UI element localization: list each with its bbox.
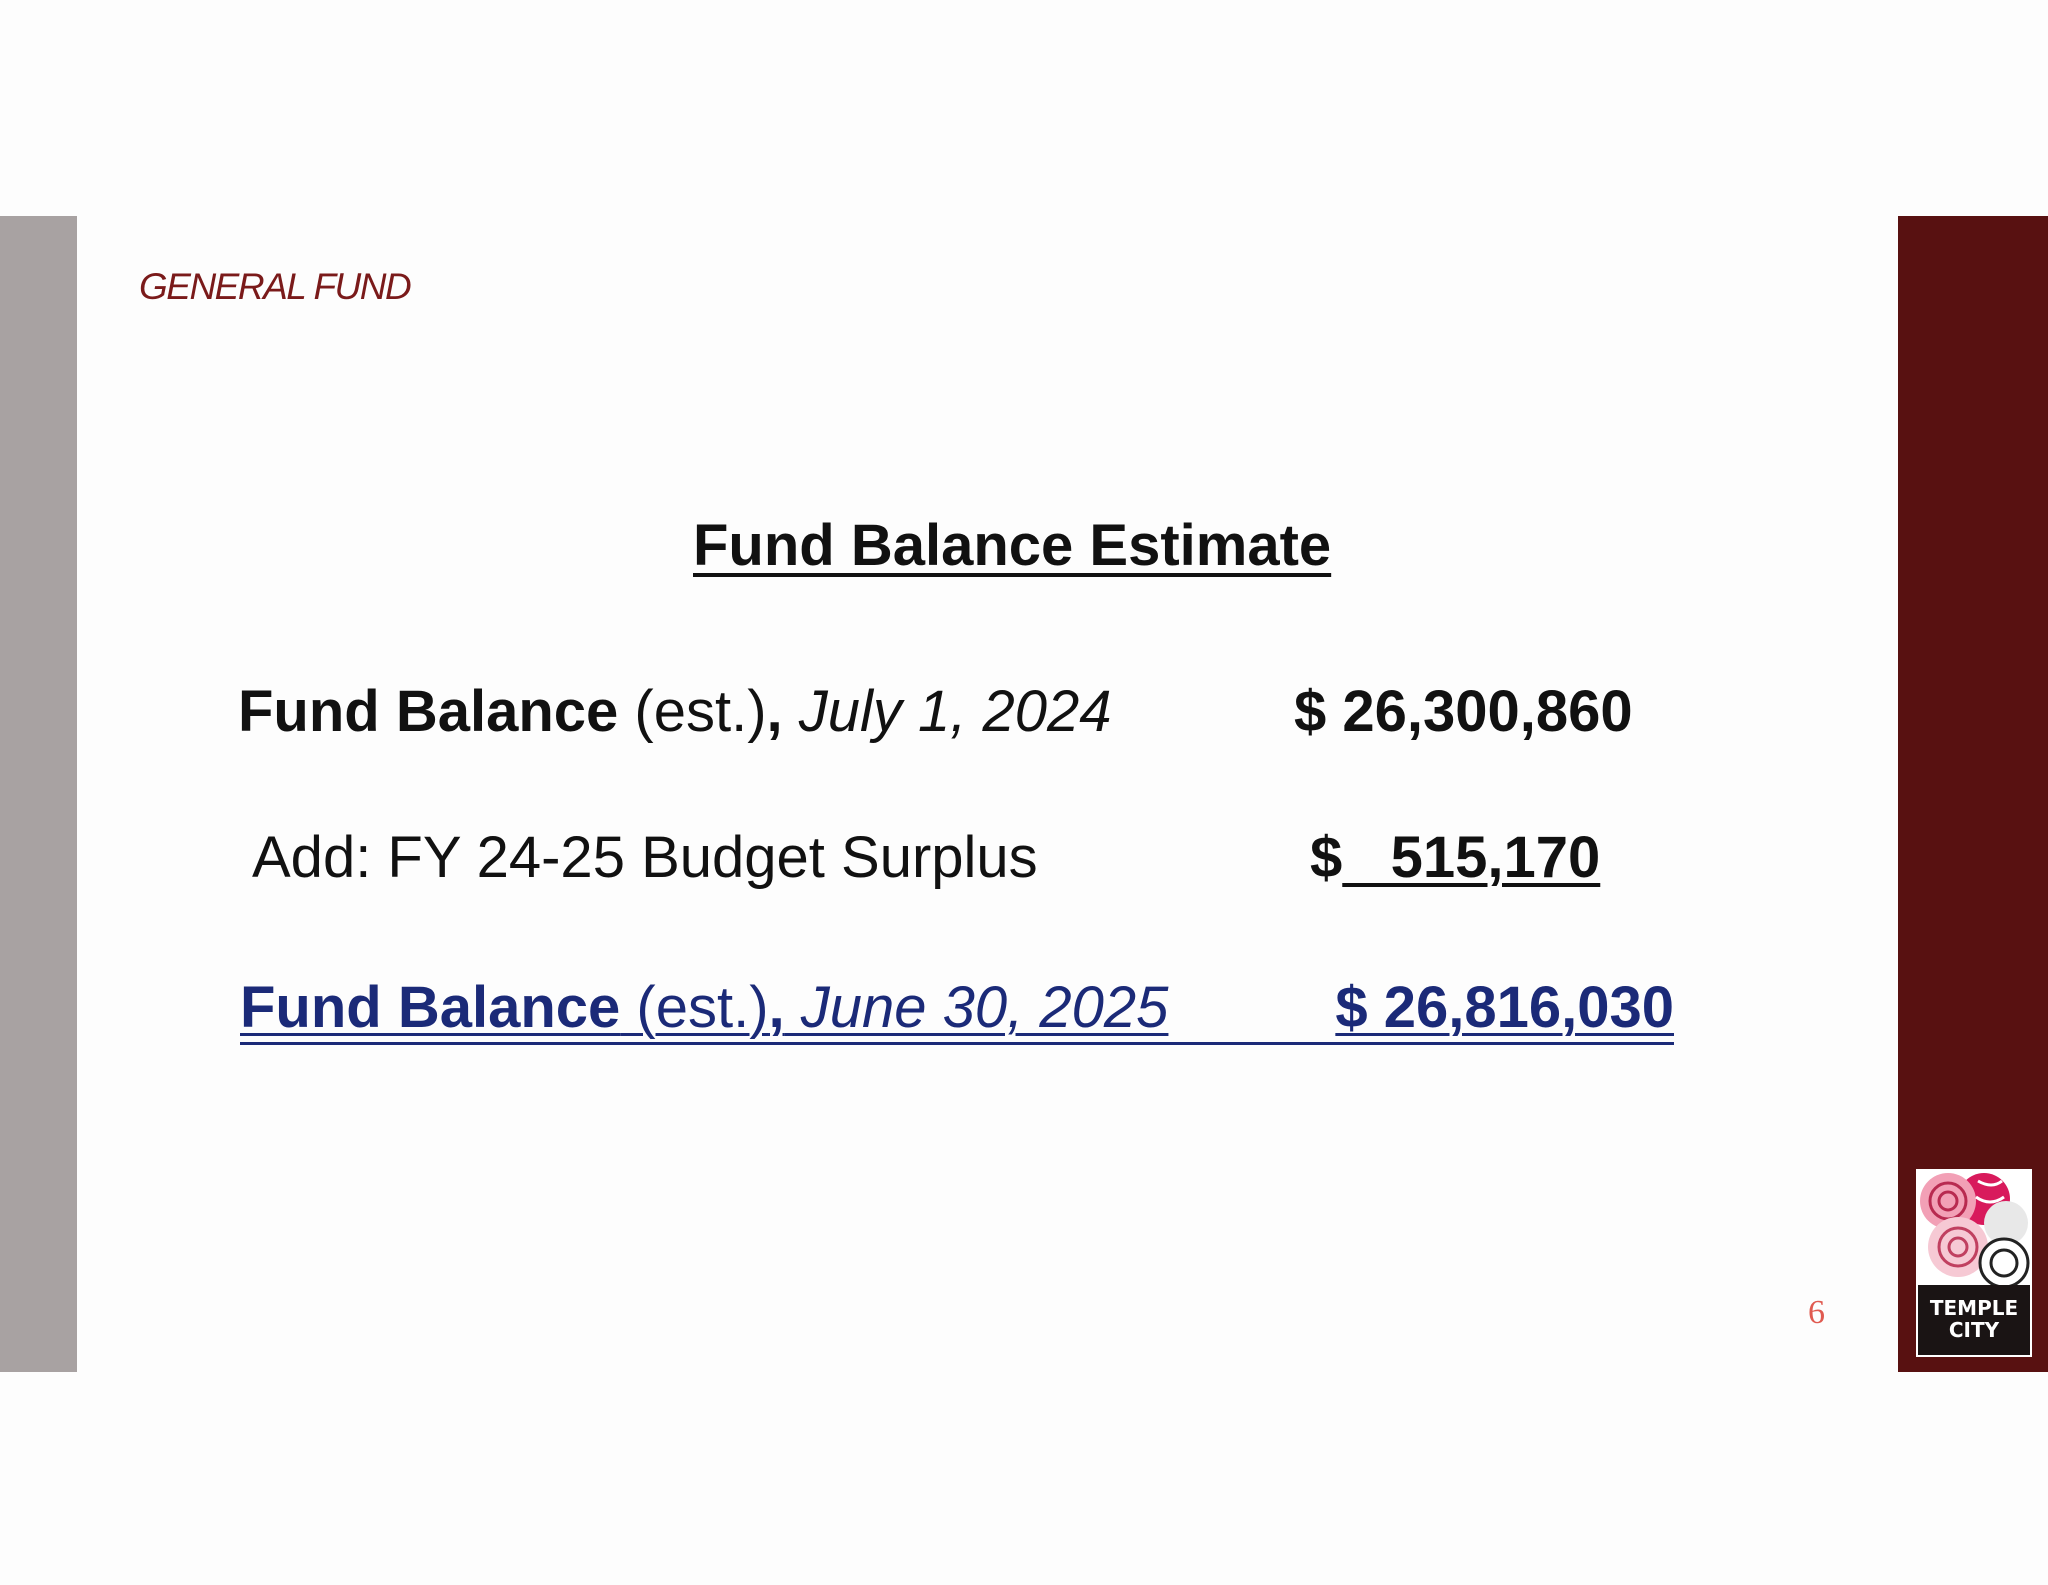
surplus-amount-currency: $: [1310, 825, 1343, 890]
rose-icon: [1918, 1171, 2030, 1285]
temple-city-logo: [1916, 1169, 2032, 1357]
slide: [0, 216, 2048, 1372]
closing-balance-date: June 30, 2025: [784, 975, 1169, 1040]
opening-balance-label-est: (est.): [618, 679, 767, 744]
left-accent-bar: [0, 216, 77, 1372]
surplus-label: Add: FY 24-25 Budget Surplus: [252, 825, 1038, 890]
closing-balance-label-est: (est.): [620, 975, 769, 1040]
opening-balance-label: [238, 678, 1112, 745]
opening-balance-date: July 1, 2024: [782, 679, 1112, 744]
slide-title: Fund Balance Estimate: [693, 513, 1332, 578]
closing-balance-label-bold: Fund Balance: [240, 975, 621, 1040]
opening-balance-amount: $ 26,300,860: [1294, 679, 1633, 744]
opening-balance-label-comma: ,: [766, 679, 783, 744]
opening-balance-label-bold: Fund Balance: [238, 679, 619, 744]
closing-balance-label-comma: ,: [768, 975, 785, 1040]
closing-balance-row: [240, 974, 1674, 1045]
logo-line-1: TEMPLE: [1929, 1296, 2019, 1320]
logo-wordmark: [1918, 1285, 2030, 1355]
closing-balance-amount: $ 26,816,030: [1335, 975, 1674, 1040]
closing-balance-label: [240, 974, 1168, 1041]
page-number: 6: [1808, 1294, 1825, 1331]
section-label: GENERAL FUND: [139, 266, 411, 307]
surplus-amount-value: 515,170: [1342, 825, 1601, 890]
surplus-amount: [1310, 824, 1600, 891]
logo-line-2: CITY: [1948, 1318, 2000, 1342]
